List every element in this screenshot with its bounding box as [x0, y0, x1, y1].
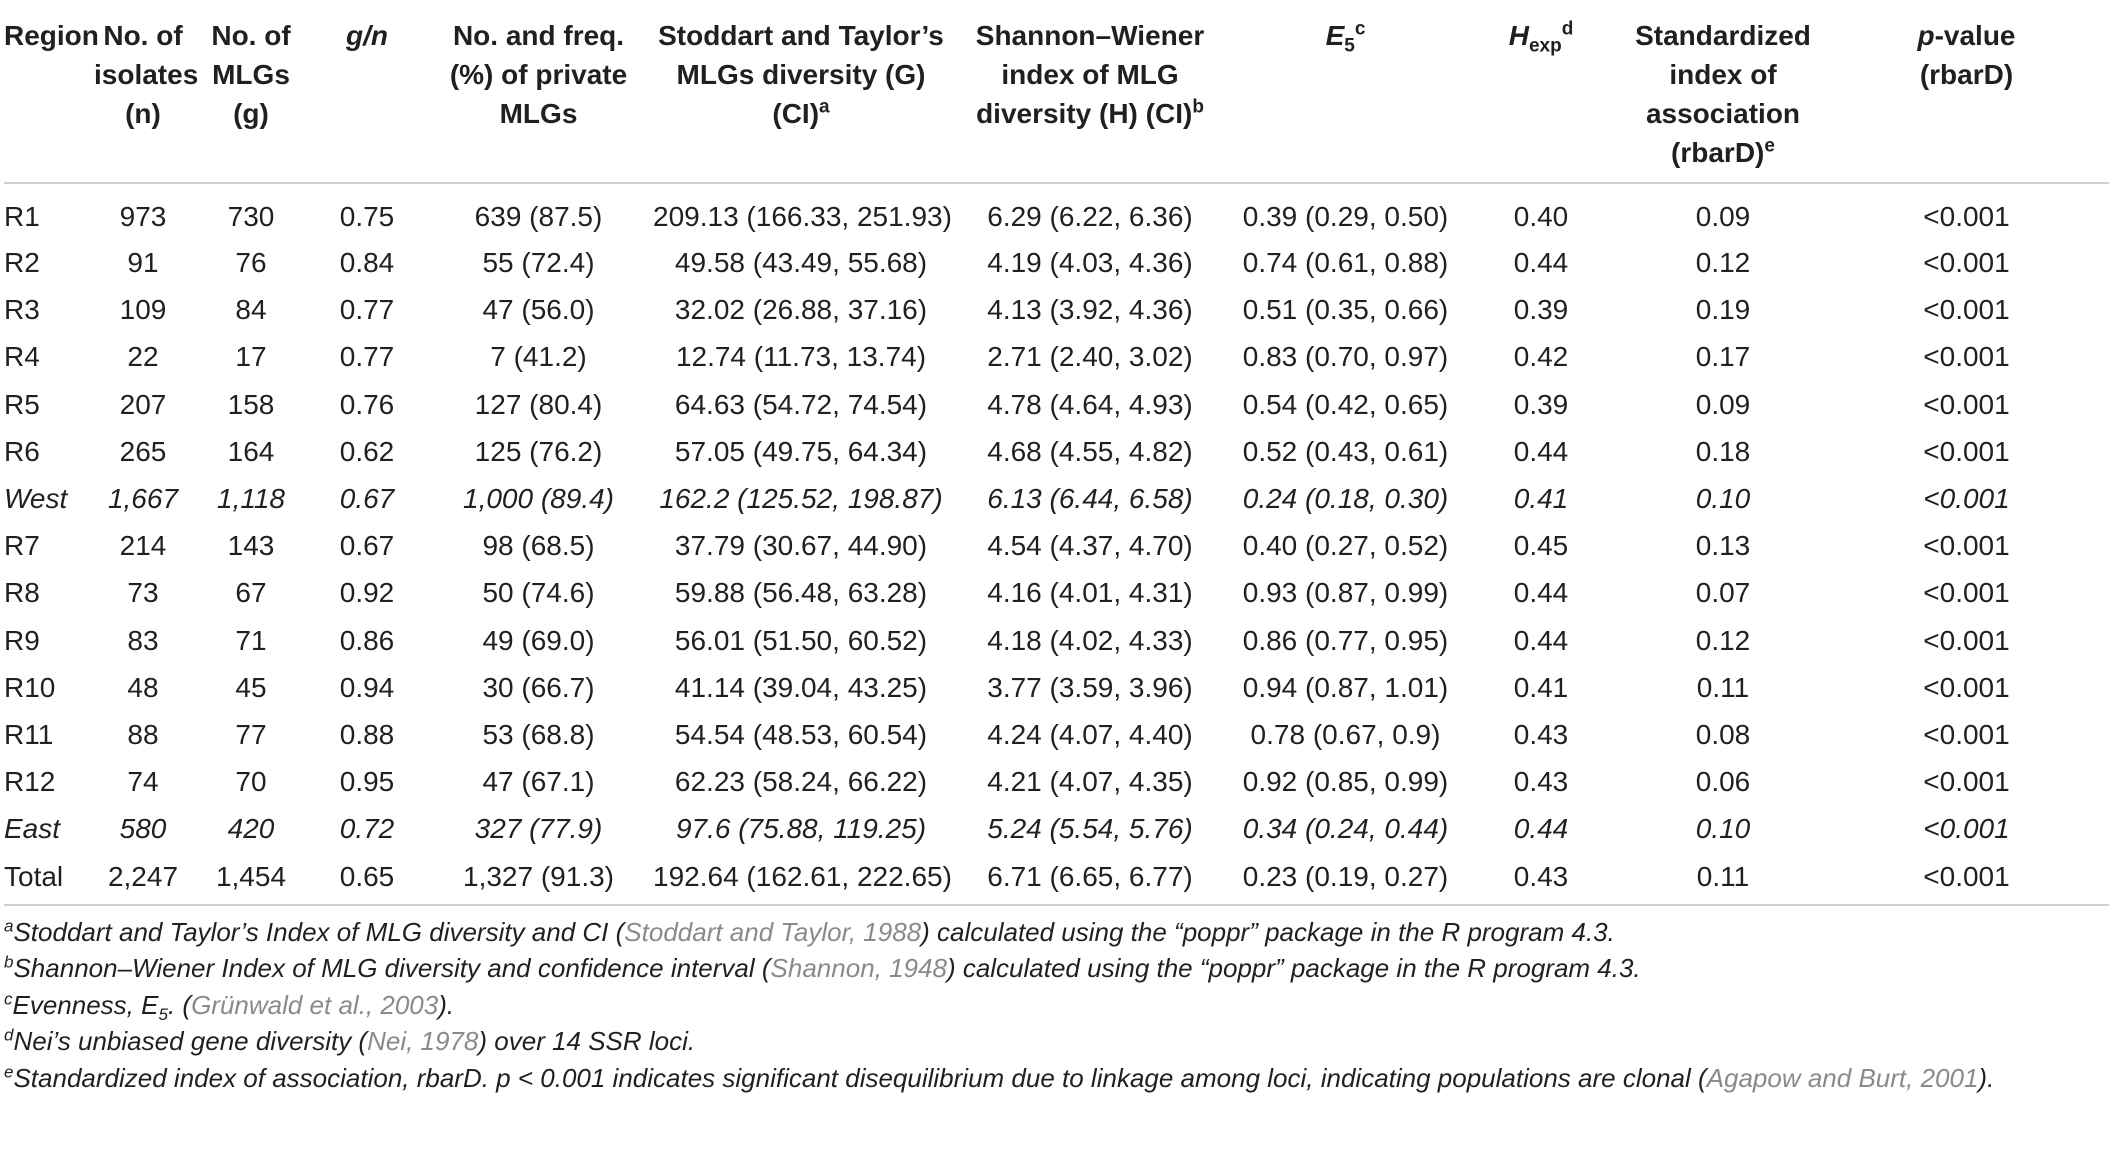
- header-gn: g/n: [310, 0, 424, 183]
- header-shannon-wiener: Shannon–Wiener index of MLG diversity (H) (CI)$^b$: [949, 0, 1231, 183]
- cell-stoddart-taylor: 37.79 (30.67, 44.90): [674, 530, 928, 562]
- cell-shannon-wiener: 3.77 (3.59, 3.96): [987, 671, 1193, 703]
- cell-evenness: 0.51 (0.35, 0.66): [1242, 294, 1449, 326]
- cell-gn: 0.95: [339, 766, 395, 798]
- cell-evenness: 0.86 (0.77, 0.95): [1242, 624, 1449, 656]
- cell-isolates: 83: [127, 624, 159, 656]
- cell-rbard: 0.10: [1695, 483, 1751, 515]
- cell-stoddart-taylor: 32.02 (26.88, 37.16): [674, 294, 928, 326]
- cell-isolates: 109: [119, 294, 167, 326]
- header-region: Region: [4, 0, 94, 183]
- header-evenness: $E_5^c$: [1231, 0, 1460, 183]
- table-row: [4, 617, 2109, 664]
- cell-mlgs: 67: [235, 577, 267, 609]
- cell-mlgs: 45: [235, 671, 267, 703]
- cell-shannon-wiener: 6.29 (6.22, 6.36): [987, 201, 1193, 232]
- cell-isolates: 214: [119, 530, 167, 562]
- cell-mlgs: 84: [235, 294, 267, 326]
- cell-evenness: 0.39 (0.29, 0.50): [1242, 201, 1449, 232]
- cell-evenness: 0.74 (0.61, 0.88): [1242, 247, 1449, 279]
- citation-link[interactable]: Shannon, 1948: [770, 953, 947, 984]
- cell-private-mlgs: 125 (76.2): [474, 435, 603, 467]
- cell-isolates: 74: [127, 766, 159, 798]
- cell-pvalue: <0.001: [1923, 341, 2010, 373]
- cell-gn: 0.77: [339, 294, 395, 326]
- cell-shannon-wiener: 2.71 (2.40, 3.02): [987, 341, 1193, 373]
- cell-hexp: 0.41: [1513, 671, 1569, 703]
- cell-region: R7: [4, 530, 40, 562]
- cell-rbard: 0.09: [1695, 388, 1751, 420]
- table-row: [4, 711, 2109, 758]
- cell-pvalue: <0.001: [1923, 671, 2010, 703]
- cell-stoddart-taylor: 209.13 (166.33, 251.93): [653, 201, 952, 232]
- cell-rbard: 0.06: [1695, 766, 1751, 798]
- cell-region: R6: [4, 435, 40, 467]
- cell-private-mlgs: 55 (72.4): [482, 247, 595, 279]
- cell-hexp: 0.43: [1460, 852, 1622, 904]
- table-row: [4, 664, 2109, 711]
- table-row: [4, 333, 2109, 380]
- cell-evenness: 0.52 (0.43, 0.61): [1242, 435, 1449, 467]
- cell-gn: 0.67: [339, 530, 395, 562]
- cell-stoddart-taylor: 59.88 (56.48, 63.28): [674, 577, 928, 609]
- cell-evenness: 0.93 (0.87, 0.99): [1242, 577, 1449, 609]
- table-row: [4, 239, 2109, 286]
- cell-region: R10: [4, 671, 56, 703]
- cell-pvalue: <0.001: [1923, 718, 2010, 750]
- cell-stoddart-taylor: 57.05 (49.75, 64.34): [674, 435, 928, 467]
- cell-hexp: 0.44: [1513, 813, 1569, 845]
- cell-shannon-wiener: 4.68 (4.55, 4.82): [987, 435, 1193, 467]
- cell-private-mlgs: 30 (66.7): [482, 671, 595, 703]
- cell-stoddart-taylor: 54.54 (48.53, 60.54): [674, 718, 928, 750]
- cell-rbard: 0.09: [1695, 201, 1751, 232]
- cell-gn: 0.94: [339, 671, 395, 703]
- table-row: [4, 522, 2109, 569]
- cell-shannon-wiener: 6.13 (6.44, 6.58): [987, 483, 1193, 515]
- cell-isolates: 73: [127, 577, 159, 609]
- cell-stoddart-taylor: 64.63 (54.72, 74.54): [674, 388, 928, 420]
- cell-shannon-wiener: 4.19 (4.03, 4.36): [987, 247, 1193, 279]
- cell-stoddart-taylor: 49.58 (43.49, 55.68): [674, 247, 928, 279]
- cell-shannon-wiener: 6.71 (6.65, 6.77): [949, 852, 1231, 904]
- header-rbard: Standardized index of association (rbarD)$^e$: [1622, 0, 1824, 183]
- footnote-d: $^d$Nei’s unbiased gene diversity (Nei, 1978) over 14 SSR loci.: [4, 1025, 696, 1057]
- cell-pvalue: <0.001: [1923, 624, 2010, 656]
- citation-link[interactable]: Grünwald et al., 2003: [191, 989, 439, 1020]
- cell-region: R8: [4, 577, 40, 609]
- cell-gn: 0.62: [339, 435, 395, 467]
- cell-pvalue: <0.001: [1923, 294, 2010, 326]
- footnote-a: $^a$Stoddart and Taylor’s Index of MLG diversity and CI (Stoddart and Taylor, 1988) calculated using the “poppr” package in the R program 4.3.: [4, 915, 1615, 947]
- citation-link[interactable]: Agapow and Burt, 2001: [1706, 1062, 1979, 1093]
- cell-rbard: 0.10: [1695, 813, 1751, 845]
- cell-pvalue: <0.001: [1923, 766, 2010, 798]
- cell-region: West: [4, 483, 68, 515]
- cell-mlgs: 77: [235, 718, 267, 750]
- cell-private-mlgs: 1,000 (89.4): [463, 483, 614, 515]
- cell-evenness: 0.83 (0.70, 0.97): [1242, 341, 1449, 373]
- cell-evenness: 0.24 (0.18, 0.30): [1242, 483, 1449, 515]
- cell-isolates: 973: [119, 201, 167, 232]
- cell-rbard: 0.19: [1695, 294, 1751, 326]
- cell-shannon-wiener: 4.54 (4.37, 4.70): [987, 530, 1193, 562]
- cell-rbard: 0.12: [1695, 624, 1751, 656]
- cell-shannon-wiener: 4.78 (4.64, 4.93): [987, 388, 1193, 420]
- cell-shannon-wiener: 5.24 (5.54, 5.76): [987, 813, 1193, 845]
- cell-stoddart-taylor: 41.14 (39.04, 43.25): [674, 671, 928, 703]
- cell-shannon-wiener: 4.21 (4.07, 4.35): [987, 766, 1193, 798]
- cell-gn: 0.92: [339, 577, 395, 609]
- table-row: [4, 183, 2109, 239]
- cell-mlgs: 71: [235, 624, 267, 656]
- cell-rbard: 0.13: [1695, 530, 1751, 562]
- cell-stoddart-taylor: 12.74 (11.73, 13.74): [675, 341, 927, 373]
- cell-stoddart-taylor: 192.64 (162.61, 222.65): [653, 852, 949, 904]
- cell-mlgs: 76: [235, 247, 267, 279]
- cell-hexp: 0.43: [1513, 718, 1569, 750]
- cell-hexp: 0.39: [1513, 388, 1569, 420]
- cell-private-mlgs: 98 (68.5): [482, 530, 595, 562]
- table-body: [4, 183, 2109, 905]
- cell-hexp: 0.44: [1513, 577, 1569, 609]
- cell-isolates: 580: [119, 813, 167, 845]
- footnote-b: $^b$Shannon–Wiener Index of MLG diversity and confidence interval (Shannon, 1948) calculated using the “poppr” package in the R program 4.3.: [4, 952, 1641, 984]
- footnote-e: $^e$Standardized index of association, rbarD. p < 0.001 indicates significant disequilibrium due to linkage among loci, indicating populations are clonal (Agapow and Burt, 2001).: [4, 1061, 1995, 1093]
- cell-hexp: 0.42: [1513, 341, 1569, 373]
- cell-private-mlgs: 53 (68.8): [482, 718, 595, 750]
- cell-isolates: 88: [127, 718, 159, 750]
- cell-hexp: 0.39: [1513, 294, 1569, 326]
- citation-link[interactable]: Stoddart and Taylor, 1988: [624, 916, 922, 947]
- cell-evenness: 0.23 (0.19, 0.27): [1231, 852, 1460, 904]
- cell-shannon-wiener: 4.18 (4.02, 4.33): [987, 624, 1193, 656]
- cell-stoddart-taylor: 97.6 (75.88, 119.25): [675, 813, 927, 845]
- cell-region: R9: [4, 624, 40, 656]
- table-row: [4, 286, 2109, 333]
- header-mlgs: No. of MLGs (g): [192, 0, 310, 183]
- cell-evenness: 0.92 (0.85, 0.99): [1242, 766, 1449, 798]
- cell-isolates: 91: [127, 247, 159, 279]
- cell-shannon-wiener: 4.16 (4.01, 4.31): [987, 577, 1193, 609]
- cell-hexp: 0.40: [1513, 201, 1569, 232]
- cell-mlgs: 1,118: [217, 483, 285, 515]
- header-hexp: $H_{exp}^d$: [1460, 0, 1622, 183]
- header-pvalue: p-value (rbarD): [1824, 0, 2109, 183]
- cell-rbard: 0.17: [1695, 341, 1751, 373]
- cell-private-mlgs: 1,327 (91.3): [424, 852, 653, 904]
- cell-pvalue: <0.001: [1923, 530, 2010, 562]
- cell-rbard: 0.12: [1695, 247, 1751, 279]
- cell-pvalue: <0.001: [1923, 813, 2010, 845]
- cell-stoddart-taylor: 62.23 (58.24, 66.22): [674, 766, 928, 798]
- cell-pvalue: <0.001: [1923, 201, 2010, 232]
- cell-gn: 0.67: [339, 483, 395, 515]
- cell-pvalue: <0.001: [1923, 483, 2010, 515]
- cell-region: R5: [4, 388, 40, 420]
- cell-private-mlgs: 7 (41.2): [490, 341, 587, 373]
- cell-hexp: 0.44: [1513, 624, 1569, 656]
- cell-mlgs: 143: [227, 530, 275, 562]
- cell-region: R11: [4, 718, 54, 750]
- cell-region: R12: [4, 766, 56, 798]
- cell-region: R4: [4, 341, 40, 373]
- cell-region: R3: [4, 294, 40, 326]
- cell-rbard: 0.07: [1695, 577, 1751, 609]
- cell-gn: 0.77: [339, 341, 395, 373]
- cell-evenness: 0.94 (0.87, 1.01): [1242, 671, 1449, 703]
- cell-region: R2: [4, 247, 40, 279]
- cell-rbard: 0.11: [1696, 671, 1750, 703]
- cell-stoddart-taylor: 162.2 (125.52, 198.87): [659, 483, 943, 515]
- cell-pvalue: <0.001: [1923, 577, 2010, 609]
- cell-mlgs: 17: [235, 341, 267, 373]
- cell-pvalue: <0.001: [1923, 388, 2010, 420]
- cell-hexp: 0.41: [1513, 483, 1569, 515]
- cell-private-mlgs: 47 (67.1): [482, 766, 595, 798]
- cell-hexp: 0.44: [1513, 247, 1569, 279]
- cell-hexp: 0.45: [1513, 530, 1569, 562]
- cell-mlgs: 158: [227, 388, 275, 420]
- cell-isolates: 207: [119, 388, 167, 420]
- cell-evenness: 0.78 (0.67, 0.9): [1250, 718, 1441, 750]
- cell-gn: 0.65: [310, 852, 424, 904]
- cell-rbard: 0.11: [1622, 852, 1824, 904]
- footnotes: [4, 914, 2109, 1097]
- cell-private-mlgs: 127 (80.4): [474, 388, 603, 420]
- cell-private-mlgs: 639 (87.5): [474, 201, 603, 232]
- table-row: [4, 758, 2109, 805]
- cell-gn: 0.84: [339, 247, 395, 279]
- header-stoddart-taylor: Stoddart and Taylor’s MLGs diversity (G) (CI)$^a$: [653, 0, 949, 183]
- cell-isolates: 1,667: [107, 483, 179, 515]
- cell-region: R1: [4, 201, 40, 232]
- cell-pvalue: <0.001: [1923, 247, 2010, 279]
- header-private-mlgs: No. and freq. (%) of private MLGs: [424, 0, 653, 183]
- cell-shannon-wiener: 4.13 (3.92, 4.36): [987, 294, 1193, 326]
- header-row: [4, 0, 2109, 183]
- cell-shannon-wiener: 4.24 (4.07, 4.40): [987, 718, 1193, 750]
- cell-private-mlgs: 47 (56.0): [482, 294, 595, 326]
- cell-rbard: 0.18: [1695, 435, 1751, 467]
- cell-evenness: 0.34 (0.24, 0.44): [1242, 813, 1449, 845]
- cell-pvalue: <0.001: [1923, 435, 2010, 467]
- cell-mlgs: 730: [227, 201, 275, 232]
- cell-gn: 0.86: [339, 624, 395, 656]
- cell-region: Total: [4, 852, 94, 904]
- cell-isolates: 2,247: [94, 852, 192, 904]
- cell-hexp: 0.44: [1513, 435, 1569, 467]
- cell-gn: 0.88: [339, 718, 395, 750]
- table-row: [4, 805, 2109, 852]
- cell-isolates: 265: [119, 435, 167, 467]
- cell-mlgs: 1,454: [192, 852, 310, 904]
- cell-region: East: [4, 813, 61, 845]
- cell-gn: 0.72: [339, 813, 395, 845]
- table-row: [4, 381, 2109, 428]
- footnote-c: $^c$Evenness, $E_5$. (Grünwald et al., 2003).: [4, 988, 455, 1024]
- table-row: [4, 852, 2109, 904]
- diversity-table: [4, 0, 2109, 906]
- cell-hexp: 0.43: [1513, 766, 1569, 798]
- cell-evenness: 0.54 (0.42, 0.65): [1242, 388, 1449, 420]
- cell-stoddart-taylor: 56.01 (51.50, 60.52): [674, 624, 928, 656]
- cell-private-mlgs: 49 (69.0): [482, 624, 595, 656]
- table-row: [4, 428, 2109, 475]
- cell-mlgs: 420: [227, 813, 275, 845]
- cell-private-mlgs: 50 (74.6): [482, 577, 595, 609]
- cell-isolates: 48: [127, 671, 159, 703]
- cell-evenness: 0.40 (0.27, 0.52): [1242, 530, 1449, 562]
- cell-pvalue: <0.001: [1824, 852, 2109, 904]
- citation-link[interactable]: Nei, 1978: [367, 1026, 479, 1057]
- cell-mlgs: 70: [235, 766, 267, 798]
- cell-isolates: 22: [127, 341, 159, 373]
- cell-private-mlgs: 327 (77.9): [474, 813, 603, 845]
- cell-gn: 0.75: [339, 201, 395, 232]
- table-row: [4, 475, 2109, 522]
- cell-rbard: 0.08: [1695, 718, 1751, 750]
- table-row: [4, 569, 2109, 616]
- cell-gn: 0.76: [339, 388, 395, 420]
- header-isolates: No. of isolates (n): [94, 0, 192, 183]
- cell-mlgs: 164: [227, 435, 275, 467]
